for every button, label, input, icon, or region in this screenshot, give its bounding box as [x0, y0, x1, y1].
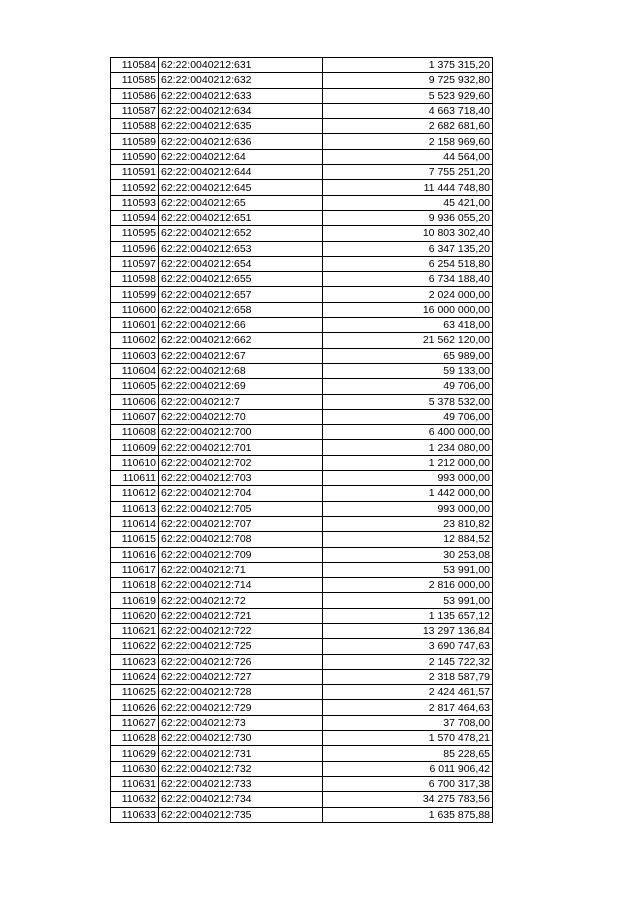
- value-cell: 37 708,00: [323, 715, 493, 730]
- table-row: [111, 608, 493, 623]
- value-cell: 2 817 464,63: [323, 700, 493, 715]
- value-cell: 5 378 532,00: [323, 394, 493, 409]
- row-number-cell: 110590: [111, 149, 159, 164]
- cadastral-number-cell: 62:22:0040212:72: [159, 593, 323, 608]
- value-cell: 49 706,00: [323, 409, 493, 424]
- table-row: [111, 210, 493, 225]
- cadastral-number-cell: 62:22:0040212:731: [159, 746, 323, 761]
- table-row: [111, 776, 493, 791]
- value-cell: 34 275 783,56: [323, 792, 493, 807]
- table-row: [111, 119, 493, 134]
- cadastral-number-cell: 62:22:0040212:735: [159, 807, 323, 822]
- cadastral-number-cell: 62:22:0040212:635: [159, 119, 323, 134]
- table-row: [111, 440, 493, 455]
- table-row: [111, 88, 493, 103]
- cadastral-number-cell: 62:22:0040212:634: [159, 103, 323, 118]
- value-cell: 9 936 055,20: [323, 210, 493, 225]
- table-row: [111, 333, 493, 348]
- value-cell: 2 024 000,00: [323, 287, 493, 302]
- table-row: [111, 623, 493, 638]
- table-row: [111, 593, 493, 608]
- cadastral-number-cell: 62:22:0040212:701: [159, 440, 323, 455]
- table-row: [111, 731, 493, 746]
- row-number-cell: 110608: [111, 425, 159, 440]
- table-row: [111, 348, 493, 363]
- value-cell: 4 663 718,40: [323, 103, 493, 118]
- cadastral-number-cell: 62:22:0040212:714: [159, 578, 323, 593]
- cadastral-number-cell: 62:22:0040212:707: [159, 516, 323, 531]
- row-number-cell: 110605: [111, 379, 159, 394]
- value-cell: 1 135 657,12: [323, 608, 493, 623]
- cadastral-number-cell: 62:22:0040212:654: [159, 256, 323, 271]
- table-row: [111, 532, 493, 547]
- value-cell: 1 212 000,00: [323, 455, 493, 470]
- row-number-cell: 110618: [111, 578, 159, 593]
- row-number-cell: 110603: [111, 348, 159, 363]
- table-row: [111, 272, 493, 287]
- row-number-cell: 110597: [111, 256, 159, 271]
- table-row: [111, 516, 493, 531]
- value-cell: 1 570 478,21: [323, 731, 493, 746]
- cadastral-number-cell: 62:22:0040212:658: [159, 302, 323, 317]
- table-row: [111, 165, 493, 180]
- cadastral-number-cell: 62:22:0040212:734: [159, 792, 323, 807]
- row-number-cell: 110596: [111, 241, 159, 256]
- value-cell: 12 884,52: [323, 532, 493, 547]
- value-cell: 23 810,82: [323, 516, 493, 531]
- row-number-cell: 110626: [111, 700, 159, 715]
- row-number-cell: 110629: [111, 746, 159, 761]
- table-row: [111, 685, 493, 700]
- row-number-cell: 110632: [111, 792, 159, 807]
- row-number-cell: 110604: [111, 363, 159, 378]
- table-row: [111, 425, 493, 440]
- table-row: [111, 226, 493, 241]
- cadastral-value-table: [110, 57, 493, 823]
- value-cell: 6 347 135,20: [323, 241, 493, 256]
- row-number-cell: 110585: [111, 73, 159, 88]
- value-cell: 49 706,00: [323, 379, 493, 394]
- row-number-cell: 110623: [111, 654, 159, 669]
- row-number-cell: 110598: [111, 272, 159, 287]
- cadastral-number-cell: 62:22:0040212:662: [159, 333, 323, 348]
- row-number-cell: 110612: [111, 486, 159, 501]
- value-cell: 30 253,08: [323, 547, 493, 562]
- cadastral-number-cell: 62:22:0040212:73: [159, 715, 323, 730]
- table-row: [111, 318, 493, 333]
- value-cell: 65 989,00: [323, 348, 493, 363]
- row-number-cell: 110633: [111, 807, 159, 822]
- row-number-cell: 110607: [111, 409, 159, 424]
- value-cell: 53 991,00: [323, 562, 493, 577]
- row-number-cell: 110589: [111, 134, 159, 149]
- value-cell: 13 297 136,84: [323, 623, 493, 638]
- table-row: [111, 302, 493, 317]
- table-row: [111, 700, 493, 715]
- value-cell: 3 690 747,63: [323, 639, 493, 654]
- table-row: [111, 394, 493, 409]
- cadastral-number-cell: 62:22:0040212:636: [159, 134, 323, 149]
- cadastral-number-cell: 62:22:0040212:7: [159, 394, 323, 409]
- value-cell: 10 803 302,40: [323, 226, 493, 241]
- cadastral-number-cell: 62:22:0040212:632: [159, 73, 323, 88]
- cadastral-number-cell: 62:22:0040212:65: [159, 195, 323, 210]
- row-number-cell: 110601: [111, 318, 159, 333]
- cadastral-number-cell: 62:22:0040212:645: [159, 180, 323, 195]
- table-row: [111, 547, 493, 562]
- row-number-cell: 110617: [111, 562, 159, 577]
- cadastral-number-cell: 62:22:0040212:728: [159, 685, 323, 700]
- cadastral-number-cell: 62:22:0040212:70: [159, 409, 323, 424]
- table-row: [111, 807, 493, 822]
- table-row: [111, 363, 493, 378]
- cadastral-number-cell: 62:22:0040212:722: [159, 623, 323, 638]
- row-number-cell: 110610: [111, 455, 159, 470]
- cadastral-number-cell: 62:22:0040212:71: [159, 562, 323, 577]
- row-number-cell: 110595: [111, 226, 159, 241]
- cadastral-number-cell: 62:22:0040212:644: [159, 165, 323, 180]
- row-number-cell: 110591: [111, 165, 159, 180]
- value-cell: 45 421,00: [323, 195, 493, 210]
- value-cell: 44 564,00: [323, 149, 493, 164]
- value-cell: 2 318 587,79: [323, 669, 493, 684]
- table-row: [111, 792, 493, 807]
- value-cell: 21 562 120,00: [323, 333, 493, 348]
- row-number-cell: 110622: [111, 639, 159, 654]
- row-number-cell: 110586: [111, 88, 159, 103]
- row-number-cell: 110602: [111, 333, 159, 348]
- row-number-cell: 110620: [111, 608, 159, 623]
- table-row: [111, 471, 493, 486]
- cadastral-number-cell: 62:22:0040212:733: [159, 776, 323, 791]
- row-number-cell: 110619: [111, 593, 159, 608]
- value-cell: 53 991,00: [323, 593, 493, 608]
- value-cell: 1 442 000,00: [323, 486, 493, 501]
- value-cell: 6 011 906,42: [323, 761, 493, 776]
- row-number-cell: 110628: [111, 731, 159, 746]
- cadastral-number-cell: 62:22:0040212:704: [159, 486, 323, 501]
- row-number-cell: 110587: [111, 103, 159, 118]
- table-row: [111, 669, 493, 684]
- value-cell: 993 000,00: [323, 501, 493, 516]
- row-number-cell: 110614: [111, 516, 159, 531]
- table-body: [111, 58, 493, 823]
- value-cell: 59 133,00: [323, 363, 493, 378]
- cadastral-number-cell: 62:22:0040212:703: [159, 471, 323, 486]
- cadastral-number-cell: 62:22:0040212:721: [159, 608, 323, 623]
- row-number-cell: 110592: [111, 180, 159, 195]
- row-number-cell: 110621: [111, 623, 159, 638]
- table-row: [111, 149, 493, 164]
- value-cell: 6 400 000,00: [323, 425, 493, 440]
- value-cell: 11 444 748,80: [323, 180, 493, 195]
- row-number-cell: 110588: [111, 119, 159, 134]
- cadastral-number-cell: 62:22:0040212:726: [159, 654, 323, 669]
- value-cell: 63 418,00: [323, 318, 493, 333]
- table-row: [111, 578, 493, 593]
- row-number-cell: 110593: [111, 195, 159, 210]
- value-cell: 2 816 000,00: [323, 578, 493, 593]
- value-cell: 16 000 000,00: [323, 302, 493, 317]
- table-row: [111, 287, 493, 302]
- value-cell: 6 254 518,80: [323, 256, 493, 271]
- value-cell: 1 234 080,00: [323, 440, 493, 455]
- table-row: [111, 654, 493, 669]
- value-cell: 7 755 251,20: [323, 165, 493, 180]
- row-number-cell: 110631: [111, 776, 159, 791]
- value-cell: 5 523 929,60: [323, 88, 493, 103]
- cadastral-number-cell: 62:22:0040212:651: [159, 210, 323, 225]
- row-number-cell: 110611: [111, 471, 159, 486]
- cadastral-number-cell: 62:22:0040212:64: [159, 149, 323, 164]
- row-number-cell: 110625: [111, 685, 159, 700]
- table-row: [111, 639, 493, 654]
- table-row: [111, 103, 493, 118]
- value-cell: 1 375 315,20: [323, 58, 493, 73]
- value-cell: 2 682 681,60: [323, 119, 493, 134]
- table-row: [111, 455, 493, 470]
- table-row: [111, 241, 493, 256]
- cadastral-number-cell: 62:22:0040212:66: [159, 318, 323, 333]
- value-cell: 2 145 722,32: [323, 654, 493, 669]
- cadastral-number-cell: 62:22:0040212:725: [159, 639, 323, 654]
- cadastral-number-cell: 62:22:0040212:633: [159, 88, 323, 103]
- table-row: [111, 761, 493, 776]
- row-number-cell: 110609: [111, 440, 159, 455]
- cadastral-number-cell: 62:22:0040212:708: [159, 532, 323, 547]
- cadastral-number-cell: 62:22:0040212:700: [159, 425, 323, 440]
- table-row: [111, 746, 493, 761]
- value-cell: 6 700 317,38: [323, 776, 493, 791]
- row-number-cell: 110606: [111, 394, 159, 409]
- table-row: [111, 486, 493, 501]
- cadastral-number-cell: 62:22:0040212:657: [159, 287, 323, 302]
- row-number-cell: 110594: [111, 210, 159, 225]
- row-number-cell: 110615: [111, 532, 159, 547]
- value-cell: 9 725 932,80: [323, 73, 493, 88]
- cadastral-number-cell: 62:22:0040212:727: [159, 669, 323, 684]
- row-number-cell: 110627: [111, 715, 159, 730]
- value-cell: 2 424 461,57: [323, 685, 493, 700]
- table-row: [111, 180, 493, 195]
- table-row: [111, 562, 493, 577]
- row-number-cell: 110600: [111, 302, 159, 317]
- cadastral-number-cell: 62:22:0040212:702: [159, 455, 323, 470]
- table-row: [111, 379, 493, 394]
- value-cell: 1 635 875,88: [323, 807, 493, 822]
- table-row: [111, 73, 493, 88]
- value-cell: 993 000,00: [323, 471, 493, 486]
- row-number-cell: 110616: [111, 547, 159, 562]
- table-row: [111, 409, 493, 424]
- value-cell: 6 734 188,40: [323, 272, 493, 287]
- row-number-cell: 110584: [111, 58, 159, 73]
- row-number-cell: 110624: [111, 669, 159, 684]
- cadastral-number-cell: 62:22:0040212:730: [159, 731, 323, 746]
- cadastral-number-cell: 62:22:0040212:68: [159, 363, 323, 378]
- row-number-cell: 110630: [111, 761, 159, 776]
- cadastral-number-cell: 62:22:0040212:67: [159, 348, 323, 363]
- table-row: [111, 501, 493, 516]
- cadastral-number-cell: 62:22:0040212:729: [159, 700, 323, 715]
- table-row: [111, 256, 493, 271]
- table-row: [111, 58, 493, 73]
- cadastral-number-cell: 62:22:0040212:653: [159, 241, 323, 256]
- cadastral-number-cell: 62:22:0040212:732: [159, 761, 323, 776]
- value-cell: 2 158 969,60: [323, 134, 493, 149]
- value-cell: 85 228,65: [323, 746, 493, 761]
- cadastral-number-cell: 62:22:0040212:652: [159, 226, 323, 241]
- cadastral-number-cell: 62:22:0040212:631: [159, 58, 323, 73]
- row-number-cell: 110613: [111, 501, 159, 516]
- table-row: [111, 134, 493, 149]
- cadastral-number-cell: 62:22:0040212:709: [159, 547, 323, 562]
- cadastral-number-cell: 62:22:0040212:69: [159, 379, 323, 394]
- cadastral-number-cell: 62:22:0040212:705: [159, 501, 323, 516]
- row-number-cell: 110599: [111, 287, 159, 302]
- cadastral-number-cell: 62:22:0040212:655: [159, 272, 323, 287]
- table-row: [111, 195, 493, 210]
- table-row: [111, 715, 493, 730]
